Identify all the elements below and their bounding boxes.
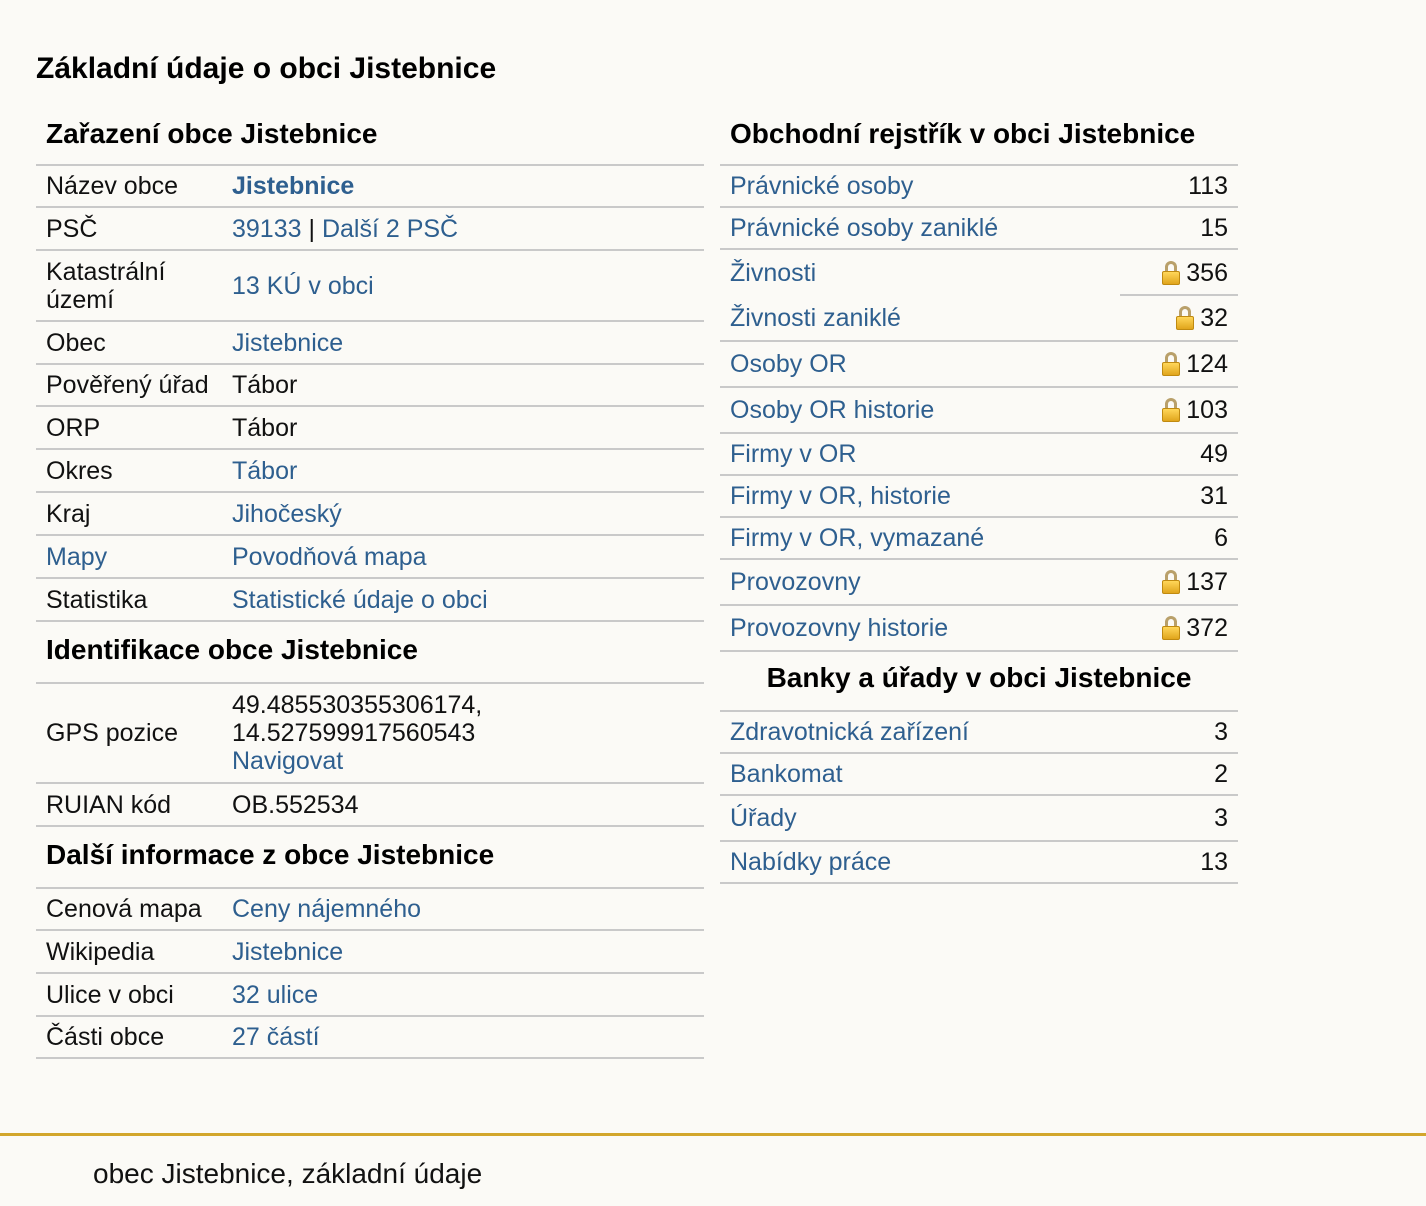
list-item bbox=[720, 560, 1238, 606]
section-title-zarazeni: Zařazení obce Jistebnice bbox=[36, 112, 704, 166]
table-row bbox=[36, 1017, 704, 1059]
gps-longitude: 14.527599917560543 bbox=[232, 719, 476, 747]
list-item bbox=[720, 166, 1238, 208]
page-title: Základní údaje o obci Jistebnice bbox=[36, 52, 497, 85]
row-label: Cenová mapa bbox=[46, 895, 202, 923]
mapy-link[interactable]: Mapy bbox=[46, 542, 108, 571]
parts-link[interactable]: 27 částí bbox=[232, 1023, 320, 1051]
row-label: PSČ bbox=[46, 214, 98, 243]
kraj-link[interactable]: Jihočeský bbox=[232, 499, 342, 528]
table-row bbox=[36, 251, 704, 322]
table-row bbox=[36, 684, 704, 784]
rent-prices-link[interactable]: Ceny nájemného bbox=[232, 895, 422, 923]
zivnosti-zanikle-link[interactable]: Živnosti zaniklé bbox=[730, 303, 901, 332]
table-row bbox=[36, 889, 704, 931]
osoby-or-historie-link[interactable]: Osoby OR historie bbox=[730, 395, 935, 424]
statistics-link[interactable]: Statistické údaje o obci bbox=[232, 585, 488, 614]
list-item bbox=[720, 842, 1238, 884]
nabidky-prace-link[interactable]: Nabídky práce bbox=[730, 847, 892, 876]
list-item bbox=[720, 754, 1238, 796]
more-psc-link[interactable]: Další 2 PSČ bbox=[321, 214, 459, 243]
list-item bbox=[720, 388, 1238, 434]
row-label: Kraj bbox=[46, 499, 91, 528]
list-item bbox=[720, 250, 1238, 296]
count: 6 bbox=[1214, 523, 1228, 552]
section-title-banky: Banky a úřady v obci Jistebnice bbox=[720, 652, 1238, 712]
flood-map-link[interactable]: Povodňová mapa bbox=[232, 542, 427, 571]
urady-link[interactable]: Úřady bbox=[730, 803, 797, 832]
table-row bbox=[36, 931, 704, 974]
gps-latitude: 49.485530355306174, bbox=[232, 691, 483, 719]
list-item bbox=[720, 342, 1238, 388]
count: 103 bbox=[1186, 395, 1228, 424]
row-label: Ulice v obci bbox=[46, 980, 174, 1009]
obec-link[interactable]: Jistebnice bbox=[232, 328, 344, 357]
footer bbox=[0, 1133, 1426, 1206]
table-row bbox=[36, 322, 704, 365]
lock-icon bbox=[1162, 398, 1180, 422]
firmy-or-link[interactable]: Firmy v OR bbox=[730, 439, 857, 468]
streets-link[interactable]: 32 ulice bbox=[232, 980, 319, 1009]
footer-text: obec Jistebnice, základní údaje bbox=[93, 1158, 483, 1189]
pravnicke-osoby-link[interactable]: Právnické osoby bbox=[730, 171, 914, 200]
obec-name-link[interactable]: Jistebnice bbox=[232, 172, 355, 200]
row-value: Tábor bbox=[232, 371, 298, 399]
table-row bbox=[36, 166, 704, 208]
provozovny-link[interactable]: Provozovny bbox=[730, 567, 861, 596]
psc-link[interactable]: 39133 bbox=[232, 214, 302, 243]
row-label: Okres bbox=[46, 456, 113, 485]
table-row bbox=[36, 365, 704, 407]
ku-link[interactable]: 13 KÚ v obci bbox=[232, 271, 374, 300]
count: 372 bbox=[1186, 613, 1228, 642]
count: 3 bbox=[1214, 803, 1228, 832]
table-row bbox=[36, 974, 704, 1017]
row-label: RUIAN kód bbox=[46, 790, 172, 819]
table-row bbox=[36, 536, 704, 579]
section-title-dalsi: Další informace z obce Jistebnice bbox=[36, 827, 704, 889]
zdravotnicka-zarizeni-link[interactable]: Zdravotnická zařízení bbox=[730, 717, 969, 746]
count: 32 bbox=[1200, 303, 1228, 332]
lock-icon bbox=[1162, 352, 1180, 376]
row-label: Obec bbox=[46, 328, 106, 357]
table-row bbox=[36, 784, 704, 827]
list-item bbox=[720, 712, 1238, 754]
table-row bbox=[36, 493, 704, 536]
row-label: Statistika bbox=[46, 585, 148, 614]
ruian-code: OB.552534 bbox=[232, 790, 359, 819]
list-item bbox=[720, 434, 1238, 476]
provozovny-historie-link[interactable]: Provozovny historie bbox=[730, 613, 949, 642]
count: 13 bbox=[1200, 847, 1228, 876]
okres-link[interactable]: Tábor bbox=[232, 456, 298, 485]
right-column bbox=[720, 112, 1238, 884]
lock-icon bbox=[1162, 570, 1180, 594]
row-label: Pověřený úřad bbox=[46, 371, 209, 399]
list-item bbox=[720, 606, 1238, 652]
count: 3 bbox=[1214, 717, 1228, 746]
row-label: Název obce bbox=[46, 172, 179, 200]
table-row bbox=[36, 579, 704, 622]
count: 15 bbox=[1200, 213, 1228, 242]
table-row bbox=[36, 450, 704, 493]
count: 356 bbox=[1186, 258, 1228, 287]
list-item bbox=[720, 476, 1238, 518]
table-row bbox=[36, 407, 704, 450]
left-column bbox=[36, 112, 704, 1059]
count: 137 bbox=[1186, 567, 1228, 596]
section-title-identifikace: Identifikace obce Jistebnice bbox=[36, 622, 704, 684]
count: 124 bbox=[1186, 349, 1228, 378]
pravnicke-osoby-zanikle-link[interactable]: Právnické osoby zaniklé bbox=[730, 213, 999, 242]
row-label: Katastrální území bbox=[46, 257, 166, 314]
bankomat-link[interactable]: Bankomat bbox=[730, 759, 843, 788]
lock-icon bbox=[1162, 616, 1180, 640]
separator: | bbox=[308, 214, 315, 243]
count: 49 bbox=[1200, 439, 1228, 468]
count: 2 bbox=[1214, 759, 1228, 788]
navigate-link[interactable]: Navigovat bbox=[232, 747, 344, 775]
list-item bbox=[720, 518, 1238, 560]
osoby-or-link[interactable]: Osoby OR bbox=[730, 349, 847, 378]
list-item bbox=[720, 796, 1238, 842]
row-label: GPS pozice bbox=[46, 719, 179, 747]
row-label: Části obce bbox=[46, 1023, 165, 1051]
zivnosti-link[interactable]: Živnosti bbox=[730, 258, 817, 287]
row-label: ORP bbox=[46, 413, 101, 442]
firmy-or-historie-link[interactable]: Firmy v OR, historie bbox=[730, 481, 951, 510]
lock-icon bbox=[1176, 306, 1194, 330]
row-value: Tábor bbox=[232, 413, 298, 442]
table-row bbox=[36, 208, 704, 251]
wikipedia-link[interactable]: Jistebnice bbox=[232, 937, 344, 966]
list-item bbox=[720, 208, 1238, 250]
firmy-or-vymazane-link[interactable]: Firmy v OR, vymazané bbox=[730, 523, 985, 552]
section-title-obchodni: Obchodní rejstřík v obci Jistebnice bbox=[720, 112, 1238, 166]
list-item bbox=[720, 296, 1238, 342]
count: 113 bbox=[1188, 171, 1228, 200]
lock-icon bbox=[1162, 261, 1180, 285]
row-label: Wikipedia bbox=[46, 937, 155, 966]
count: 31 bbox=[1200, 481, 1228, 510]
